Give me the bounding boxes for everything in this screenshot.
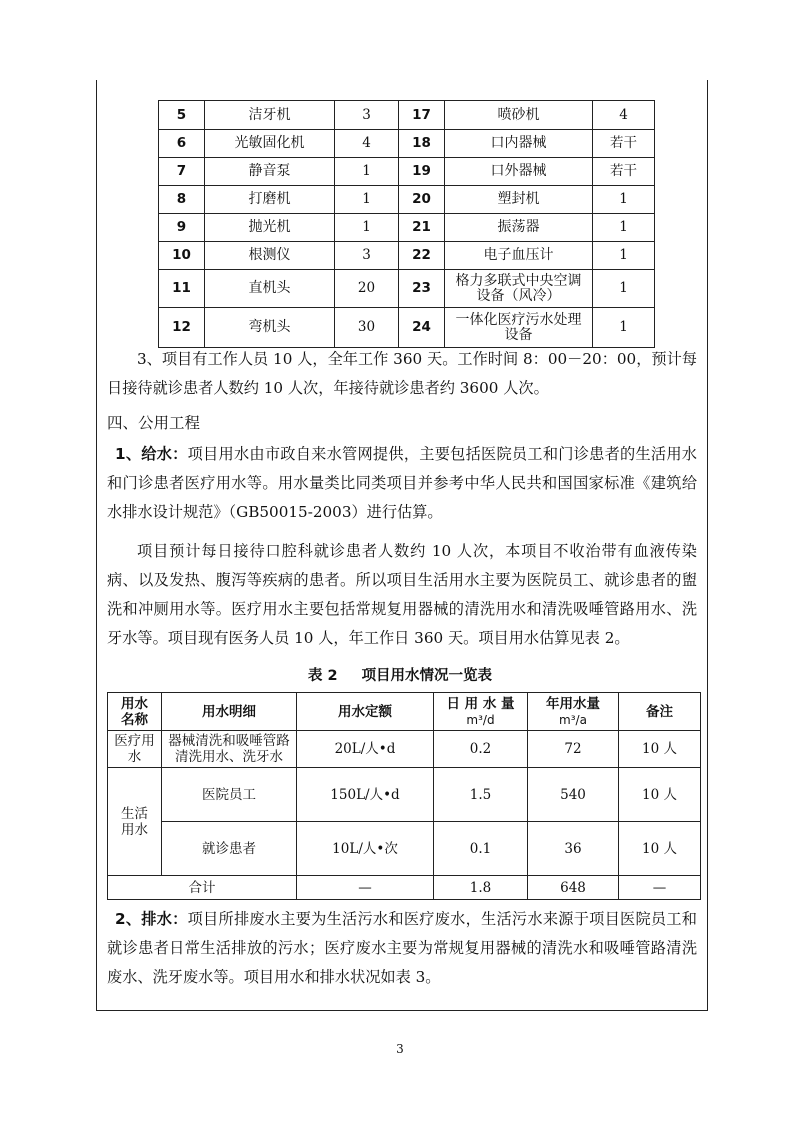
water-usage-table [107,692,701,900]
total-quota: — [297,876,434,900]
header-annual-label: 年用水量 [546,695,600,712]
equipment-quantity: 1 [593,214,655,242]
water-detail: 医院员工 [162,768,297,822]
equipment-table-body [159,101,655,348]
table2-title: 项目用水情况一览表 [361,668,493,684]
equipment-name: 打磨机 [205,186,335,214]
equipment-name: 洁牙机 [205,101,335,130]
total-note: — [619,876,701,900]
header-note: 备注 [619,693,701,731]
row-number: 8 [159,186,205,214]
header-daily [434,693,528,731]
row-number: 10 [159,242,205,270]
table-row [159,101,655,130]
row-number: 22 [399,242,445,270]
row-number: 20 [399,186,445,214]
annual-volume: 36 [528,822,619,876]
water-quota: 10L/人•次 [297,822,434,876]
equipment-quantity: 20 [335,270,399,308]
equipment-name: 口内器械 [445,130,593,158]
annual-volume: 540 [528,768,619,822]
water-supply-lead: 1、给水： [115,445,188,463]
equipment-quantity: 3 [335,101,399,130]
row-number: 6 [159,130,205,158]
row-number: 23 [399,270,445,308]
table-row [159,308,655,348]
equipment-name: 口外器械 [445,158,593,186]
row-number: 7 [159,158,205,186]
equipment-name: 格力多联式中央空调设备（风冷） [445,270,593,308]
daily-volume: 1.5 [434,768,528,822]
equipment-name: 根测仪 [205,242,335,270]
equipment-quantity: 1 [335,158,399,186]
staff-paragraph: 3、项目有工作人员 10 人，全年工作 360 天。工作时间 8：00－20：00，预计每日接待就诊患者人数约 10 人次，年接待就诊患者约 3600 人次。 [107,350,697,397]
equipment-name: 电子血压计 [445,242,593,270]
header-water-type: 用水名称 [108,693,162,731]
table-total-row [108,876,701,900]
equipment-quantity: 1 [335,186,399,214]
header-annual [528,693,619,731]
daily-volume: 0.2 [434,731,528,768]
equipment-quantity: 1 [593,242,655,270]
equipment-name: 静音泵 [205,158,335,186]
table-header-row [108,693,701,731]
row-number: 21 [399,214,445,242]
equipment-name: 抛光机 [205,214,335,242]
table-row [159,270,655,308]
water-supply-paragraph [107,440,697,527]
water-type: 生活用水 [108,768,162,876]
equipment-name: 塑封机 [445,186,593,214]
table-row [108,731,701,768]
drainage-paragraph [107,905,697,992]
row-number: 11 [159,270,205,308]
table2-caption [0,664,800,685]
row-number: 12 [159,308,205,348]
section-heading: 四、公用工程 [107,414,201,432]
estimate-paragraph: 项目预计每日接待口腔科就诊患者人数约 10 人次，本项目不收治带有血液传染病、以及发热、腹泻等疾病的患者。所以项目生活用水主要为医院员工、就诊患者的盥洗和冲厕用水等。医疗用水主要包括常规复用器械的清洗用水和清洗吸唾管路用水、洗牙水等。项目现有医务人员 10 人，年工作日 360 天。项目用水估算见表 2。 [107,542,697,647]
table-row [108,822,701,876]
table-row [108,768,701,822]
table-row [159,214,655,242]
table2-number: 表 2 [307,668,338,684]
water-note: 10 人 [619,731,701,768]
equipment-name: 光敏固化机 [205,130,335,158]
equipment-quantity: 3 [335,242,399,270]
daily-volume: 0.1 [434,822,528,876]
drainage-text: 项目所排废水主要为生活污水和医疗废水，生活污水来源于项目医院员工和就诊患者日常生活排放的污水；医疗废水主要为常规复用器械的清洗水和吸唾管路清洗废水、洗牙废水等。项目用水和排水状况如表 3。 [107,910,697,986]
drainage-lead: 2、排水： [115,910,188,928]
equipment-quantity: 4 [335,130,399,158]
equipment-quantity: 4 [593,101,655,130]
row-number: 5 [159,101,205,130]
water-note: 10 人 [619,822,701,876]
water-type: 医疗用水 [108,731,162,768]
table-row [159,130,655,158]
total-daily: 1.8 [434,876,528,900]
equipment-name: 直机头 [205,270,335,308]
row-number: 19 [399,158,445,186]
header-annual-unit: m³/a [559,712,587,727]
water-quota: 20L/人•d [297,731,434,768]
equipment-table [158,100,655,348]
equipment-quantity: 30 [335,308,399,348]
equipment-name: 一体化医疗污水处理设备 [445,308,593,348]
water-quota: 150L/人•d [297,768,434,822]
page-number: 3 [396,1042,404,1056]
header-daily-label: 日 用 水 量 [446,695,515,712]
water-detail: 就诊患者 [162,822,297,876]
water-detail: 器械清洗和吸唾管路清洗用水、洗牙水 [162,731,297,768]
header-quota: 用水定额 [297,693,434,731]
table-row [159,242,655,270]
equipment-name: 弯机头 [205,308,335,348]
equipment-name: 喷砂机 [445,101,593,130]
row-number: 17 [399,101,445,130]
table-row [159,158,655,186]
equipment-quantity: 若干 [593,158,655,186]
water-note: 10 人 [619,768,701,822]
table-row [159,186,655,214]
equipment-name: 振荡器 [445,214,593,242]
total-annual: 648 [528,876,619,900]
row-number: 18 [399,130,445,158]
equipment-quantity: 1 [593,270,655,308]
equipment-quantity: 1 [593,308,655,348]
header-daily-unit: m³/d [466,712,495,727]
water-supply-text: 项目用水由市政自来水管网提供，主要包括医院员工和门诊患者的生活用水和门诊患者医疗用水等。用水量类比同类项目并参考中华人民共和国国家标准《建筑给水排水设计规范》（GB50015-2003）进行估算。 [107,445,697,521]
total-label: 合计 [108,876,297,900]
row-number: 9 [159,214,205,242]
equipment-quantity: 1 [593,186,655,214]
equipment-quantity: 1 [335,214,399,242]
annual-volume: 72 [528,731,619,768]
row-number: 24 [399,308,445,348]
equipment-quantity: 若干 [593,130,655,158]
header-detail: 用水明细 [162,693,297,731]
